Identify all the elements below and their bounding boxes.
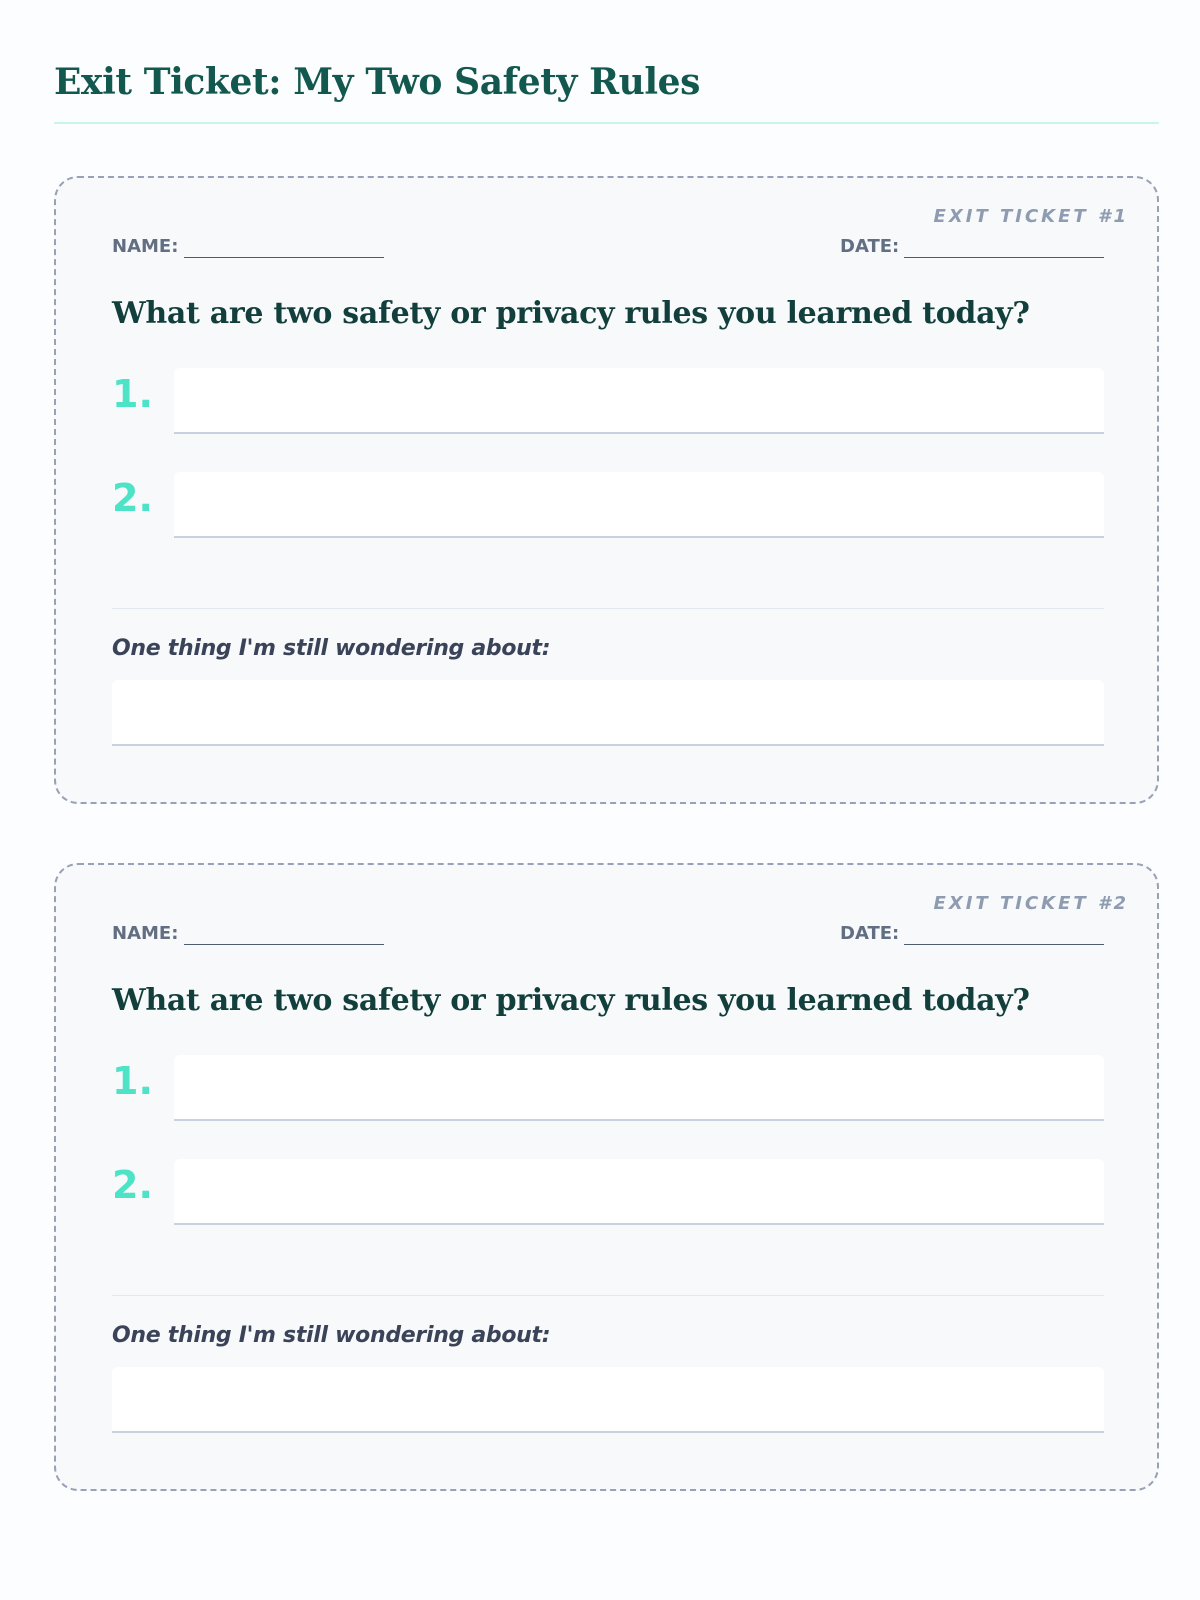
name-date-row bbox=[112, 919, 1101, 949]
date-write-line[interactable] bbox=[904, 257, 1104, 258]
rule-answer-box[interactable] bbox=[174, 1159, 1104, 1225]
rule-answer-box[interactable] bbox=[174, 472, 1104, 538]
rule-number: 1. bbox=[112, 372, 153, 416]
date-label: DATE: bbox=[840, 923, 900, 944]
exit-ticket-card bbox=[54, 863, 1159, 1491]
wondering-prompt: One thing I'm still wondering about: bbox=[112, 636, 551, 661]
title-divider bbox=[54, 122, 1159, 124]
rule-number: 2. bbox=[112, 476, 153, 520]
wondering-prompt: One thing I'm still wondering about: bbox=[112, 1323, 551, 1348]
rule-number: 1. bbox=[112, 1059, 153, 1103]
name-label: NAME: bbox=[112, 923, 179, 944]
wondering-answer-box[interactable] bbox=[112, 1367, 1104, 1433]
section-divider bbox=[112, 1295, 1104, 1296]
name-date-row bbox=[112, 232, 1101, 262]
question-prompt: What are two safety or privacy rules you learned today? bbox=[112, 296, 1030, 331]
rule-number: 2. bbox=[112, 1163, 153, 1207]
ticket-number-tag: EXIT TICKET #1 bbox=[933, 206, 1129, 227]
section-divider bbox=[112, 608, 1104, 609]
date-label: DATE: bbox=[840, 236, 900, 257]
rule-answer-box[interactable] bbox=[174, 368, 1104, 434]
page-title: Exit Ticket: My Two Safety Rules bbox=[54, 61, 701, 103]
date-write-line[interactable] bbox=[904, 944, 1104, 945]
rule-answer-box[interactable] bbox=[174, 1055, 1104, 1121]
name-label: NAME: bbox=[112, 236, 179, 257]
ticket-number-tag: EXIT TICKET #2 bbox=[933, 893, 1129, 914]
wondering-answer-box[interactable] bbox=[112, 680, 1104, 746]
question-prompt: What are two safety or privacy rules you learned today? bbox=[112, 983, 1030, 1018]
name-write-line[interactable] bbox=[184, 257, 384, 258]
exit-ticket-card bbox=[54, 176, 1159, 804]
name-write-line[interactable] bbox=[184, 944, 384, 945]
